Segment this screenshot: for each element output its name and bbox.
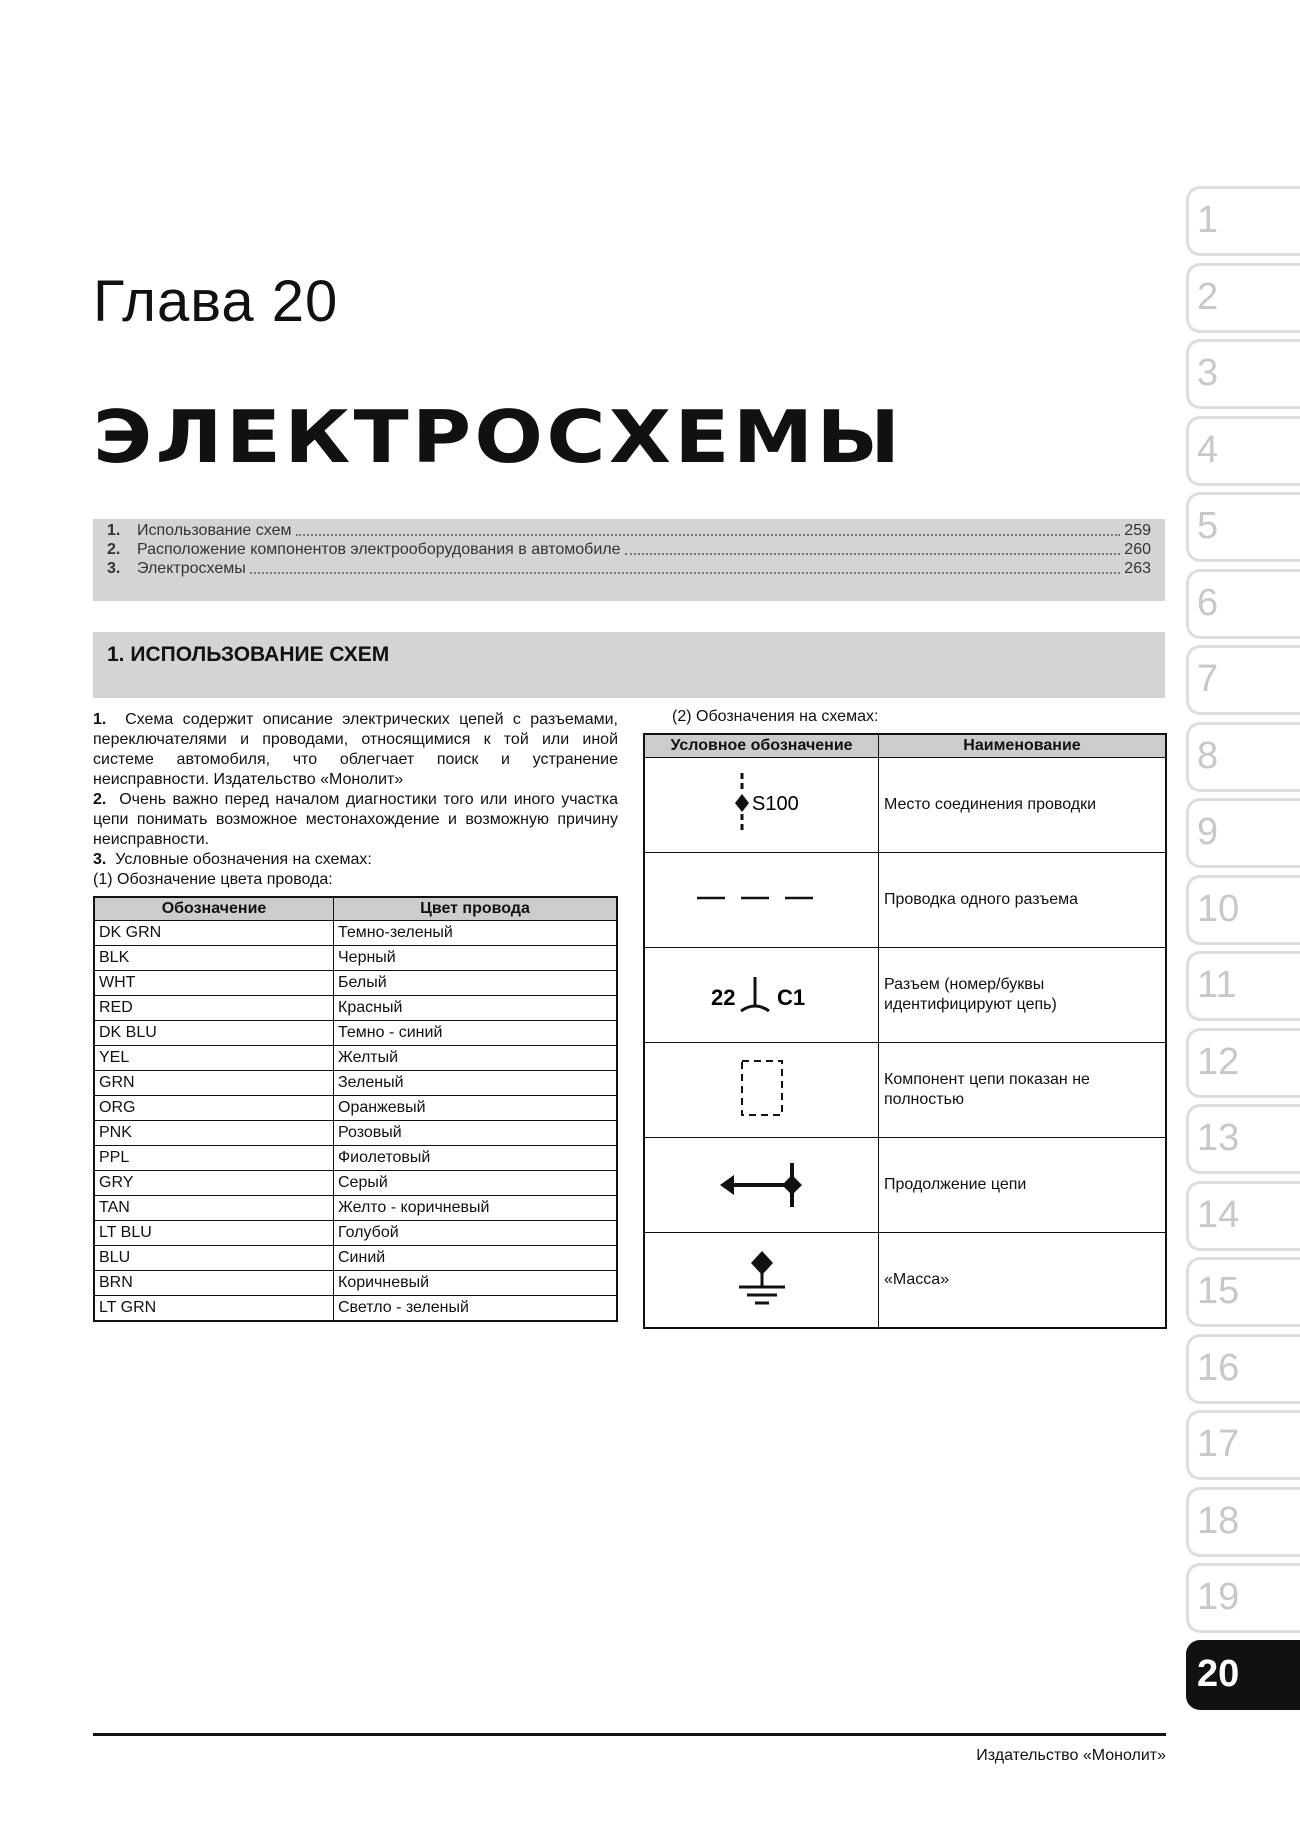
table-row xyxy=(94,1271,617,1296)
chapter-tab-5[interactable] xyxy=(1186,492,1300,562)
chapter-tab-label: 1 xyxy=(1197,199,1219,241)
chapter-tab-7[interactable] xyxy=(1186,645,1300,715)
splice-icon xyxy=(702,768,822,838)
chapter-tab-label: 2 xyxy=(1197,275,1219,318)
splice-label: S100 xyxy=(751,792,799,815)
toc-number: 1. xyxy=(107,522,121,539)
wire-code: RED xyxy=(94,996,334,1021)
table-row xyxy=(94,1071,617,1096)
wire-color: Желтый xyxy=(334,1046,618,1071)
connector-label: C1 xyxy=(776,984,805,1010)
table-row xyxy=(94,971,617,996)
chapter-label: Глава 20 xyxy=(93,269,339,334)
table-row xyxy=(94,1046,617,1071)
column-header: Наименование xyxy=(879,734,1167,758)
chapter-tab-label: 4 xyxy=(1197,428,1219,471)
chapter-tab-6[interactable] xyxy=(1186,569,1300,639)
chapter-tab-label: 18 xyxy=(1197,1499,1240,1542)
wire-code: BLU xyxy=(94,1246,334,1271)
section-header xyxy=(93,632,1165,698)
wire-code: WHT xyxy=(94,971,334,996)
paragraph-3 xyxy=(93,850,618,870)
wire-code: PPL xyxy=(94,1146,334,1171)
chapter-tab-20[interactable] xyxy=(1186,1640,1300,1710)
chapter-tab-label: 7 xyxy=(1197,658,1219,700)
table-row xyxy=(94,921,617,946)
wire-code: YEL xyxy=(94,1046,334,1071)
wire-color: Фиолетовый xyxy=(334,1146,618,1171)
table-row xyxy=(94,946,617,971)
chapter-tab-1[interactable] xyxy=(1186,186,1300,256)
symbols-caption: (2) Обозначения на схемах: xyxy=(672,708,879,725)
wire-code: BRN xyxy=(94,1271,334,1296)
table-row xyxy=(94,1171,617,1196)
toc-item[interactable] xyxy=(107,521,1151,540)
paragraph-number: 2. xyxy=(93,791,107,808)
chapter-tab-label: 6 xyxy=(1197,581,1219,624)
paragraph-2 xyxy=(93,790,618,850)
paragraph-1 xyxy=(93,710,618,790)
table-row xyxy=(94,1196,617,1221)
symbol-name: Компонент цепи показан не полностью xyxy=(879,1043,1167,1138)
toc-number: 3. xyxy=(107,560,121,577)
chapter-tab-8[interactable] xyxy=(1186,722,1300,792)
chapter-tab-label: 11 xyxy=(1197,964,1237,1006)
symbol-name: «Масса» xyxy=(879,1233,1167,1329)
chapter-tab-label: 19 xyxy=(1197,1576,1240,1618)
table-row xyxy=(94,1096,617,1121)
chapter-tab-label: 13 xyxy=(1197,1117,1240,1159)
wire-color: Оранжевый xyxy=(334,1096,618,1121)
table-row xyxy=(94,1021,617,1046)
toc-number: 2. xyxy=(107,541,121,558)
paragraph-number: 1. xyxy=(93,711,107,728)
table-row xyxy=(94,1296,617,1322)
wire-code: DK BLU xyxy=(94,1021,334,1046)
chapter-tab-10[interactable] xyxy=(1186,875,1300,945)
table-row xyxy=(644,1138,1166,1233)
symbol-name: Место соединения проводки xyxy=(879,758,1167,853)
chapter-tab-label: 20 xyxy=(1197,1652,1240,1695)
table-row xyxy=(94,996,617,1021)
chapter-tab-9[interactable] xyxy=(1186,798,1300,868)
wire-code: LT GRN xyxy=(94,1296,334,1322)
table-row xyxy=(94,1221,617,1246)
chapter-tab-13[interactable] xyxy=(1186,1104,1300,1174)
paragraph-text: Очень важно перед началом диагностики того или иного участка цепи понимать возможное местонахождение и возможную причину неисправности. xyxy=(93,791,619,848)
wire-color: Желто - коричневый xyxy=(334,1196,618,1221)
chapter-tab-label: 9 xyxy=(1197,811,1219,853)
table-row xyxy=(94,1121,617,1146)
toc-page: 259 xyxy=(1124,522,1151,539)
wire-code: GRN xyxy=(94,1071,334,1096)
table-of-contents xyxy=(93,519,1165,601)
table-row xyxy=(644,948,1166,1043)
symbol-name: Проводка одного разъема xyxy=(879,853,1167,948)
toc-label: Использование схем xyxy=(137,522,292,539)
wire-code: GRY xyxy=(94,1171,334,1196)
wire-code: BLK xyxy=(94,946,334,971)
dashed-wire-icon xyxy=(692,883,832,913)
wire-code: DK GRN xyxy=(94,921,334,946)
partial-component-icon xyxy=(732,1053,792,1123)
chapter-tab-2[interactable] xyxy=(1186,263,1300,333)
wire-color: Серый xyxy=(334,1171,618,1196)
column-header: Обозначение xyxy=(94,897,334,921)
toc-leader xyxy=(250,572,1121,574)
chapter-tab-label: 5 xyxy=(1197,505,1219,547)
chapter-tab-label: 3 xyxy=(1197,352,1219,394)
wire-color: Белый xyxy=(334,971,618,996)
wire-color: Розовый xyxy=(334,1121,618,1146)
chapter-tab-15[interactable] xyxy=(1186,1257,1300,1327)
paragraph-4: (1) Обозначение цвета провода: xyxy=(93,871,333,888)
intro-text xyxy=(93,710,618,890)
ground-icon xyxy=(727,1243,797,1313)
toc-item[interactable] xyxy=(107,540,1151,559)
chapter-tab-label: 17 xyxy=(1197,1423,1240,1465)
wire-color: Голубой xyxy=(334,1221,618,1246)
chapter-tab-12[interactable] xyxy=(1186,1028,1300,1098)
table-row xyxy=(94,1246,617,1271)
wire-code: TAN xyxy=(94,1196,334,1221)
wire-color: Красный xyxy=(334,996,618,1021)
chapter-tab-label: 16 xyxy=(1197,1346,1240,1389)
table-row xyxy=(644,758,1166,853)
table-row xyxy=(644,1233,1166,1329)
wire-color: Зеленый xyxy=(334,1071,618,1096)
connector-pin-label: 22 xyxy=(710,984,735,1010)
chapter-tab-19[interactable] xyxy=(1186,1563,1300,1633)
wire-code: PNK xyxy=(94,1121,334,1146)
symbol-name: Продолжение цепи xyxy=(879,1138,1167,1233)
table-row xyxy=(644,853,1166,948)
column-header: Условное обозначение xyxy=(644,734,879,758)
toc-item[interactable] xyxy=(107,559,1151,578)
chapter-tab-17[interactable] xyxy=(1186,1410,1300,1480)
footer-rule xyxy=(93,1733,1166,1736)
chapter-tab-16[interactable] xyxy=(1186,1334,1300,1404)
wire-color: Светло - зеленый xyxy=(334,1296,618,1322)
wire-color: Темно - синий xyxy=(334,1021,618,1046)
circuit-continuation-icon xyxy=(712,1153,812,1213)
wire-color-table xyxy=(93,896,618,1322)
wire-code: LT BLU xyxy=(94,1221,334,1246)
chapter-tab-14[interactable] xyxy=(1186,1181,1300,1251)
table-row xyxy=(644,1043,1166,1138)
toc-label: Расположение компонентов электрооборудования в автомобиле xyxy=(137,541,621,558)
column-header: Цвет провода xyxy=(334,897,618,921)
chapter-tab-label: 10 xyxy=(1197,887,1240,930)
paragraph-number: 3. xyxy=(93,851,107,868)
paragraph-text: Условные обозначения на схемах: xyxy=(115,851,372,868)
paragraph-text: Схема содержит описание электрических цепей с разъемами, переключателями и проводами, относящимися к той или иной системе автомобиля, что облегчает поиск и устранение неисправности. Издательство «Монолит» xyxy=(93,711,619,788)
chapter-tab-label: 14 xyxy=(1197,1193,1240,1236)
chapter-tab-label: 12 xyxy=(1197,1040,1240,1083)
wire-color: Темно-зеленый xyxy=(334,921,618,946)
wire-code: ORG xyxy=(94,1096,334,1121)
toc-label: Электросхемы xyxy=(137,560,246,577)
toc-page: 263 xyxy=(1124,560,1151,577)
publisher-footer: Издательство «Монолит» xyxy=(976,1747,1166,1764)
page-title: ЭЛЕКТРОСХЕМЫ xyxy=(93,395,904,479)
wire-color: Черный xyxy=(334,946,618,971)
chapter-tab-18[interactable] xyxy=(1186,1487,1300,1557)
symbol-table xyxy=(643,733,1167,1329)
table-row xyxy=(94,1146,617,1171)
toc-leader xyxy=(625,553,1121,555)
chapter-tab-label: 8 xyxy=(1197,734,1219,777)
toc-page: 260 xyxy=(1124,541,1151,558)
connector-icon xyxy=(697,963,827,1023)
chapter-tab-label: 15 xyxy=(1197,1270,1240,1312)
chapter-tab-4[interactable] xyxy=(1186,416,1300,486)
chapter-tab-11[interactable] xyxy=(1186,951,1300,1021)
symbol-name: Разъем (номер/буквы идентифицируют цепь) xyxy=(879,948,1167,1043)
section-title: 1. ИСПОЛЬЗОВАНИЕ СХЕМ xyxy=(107,643,390,666)
wire-color: Коричневый xyxy=(334,1271,618,1296)
chapter-tab-3[interactable] xyxy=(1186,339,1300,409)
wire-color: Синий xyxy=(334,1246,618,1271)
toc-leader xyxy=(296,534,1121,536)
